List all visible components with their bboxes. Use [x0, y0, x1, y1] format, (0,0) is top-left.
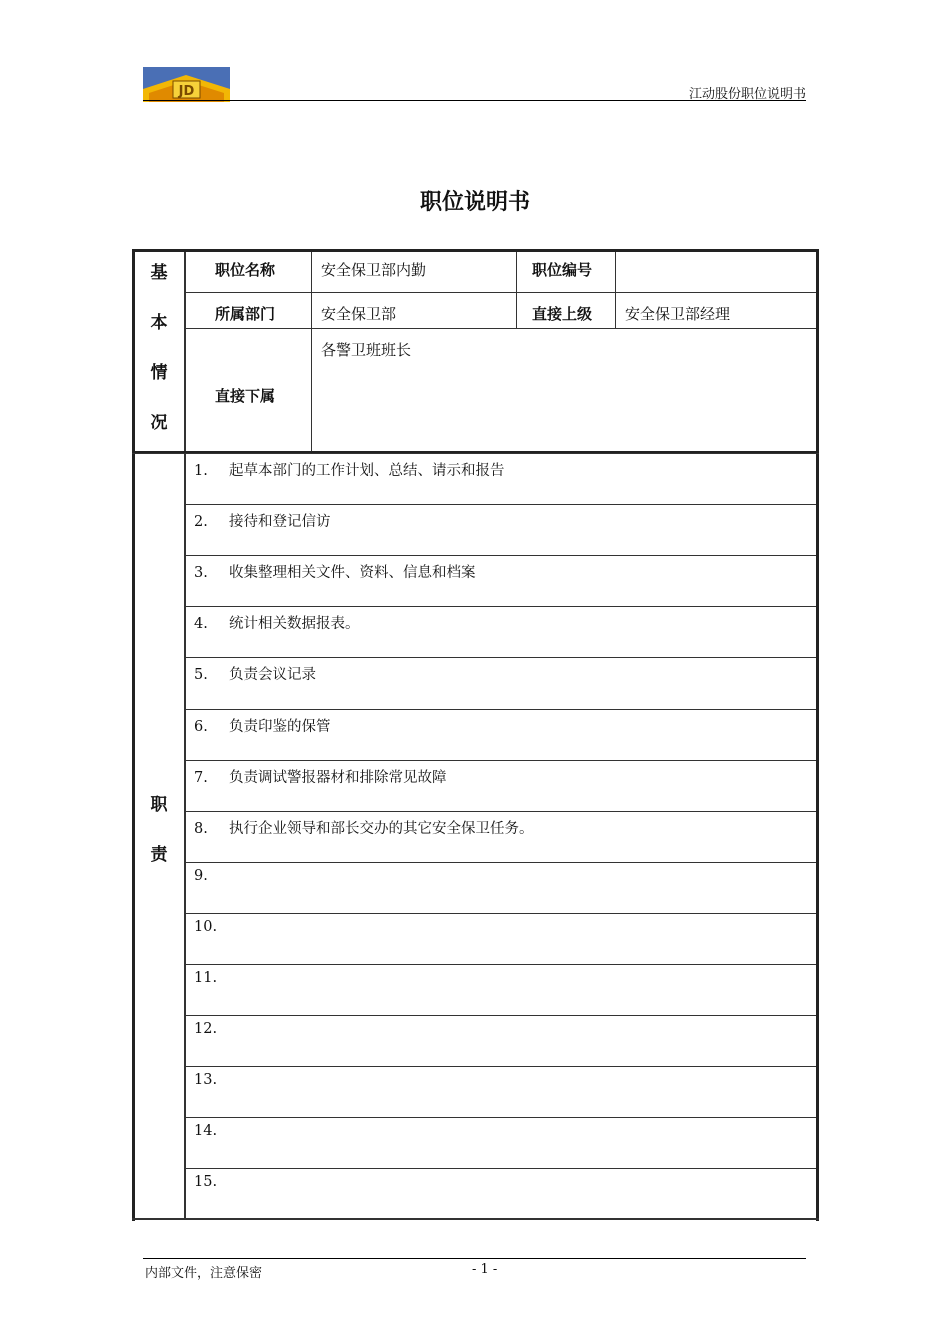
- duty-row-divider: [186, 657, 816, 658]
- position-name-label: 职位名称: [215, 261, 276, 279]
- subordinate-label: 直接下属: [215, 387, 276, 405]
- duty-row-divider: [186, 504, 816, 505]
- duty-number: 4.: [194, 616, 208, 632]
- duty-number: 9.: [194, 868, 208, 884]
- duty-number: 13.: [194, 1072, 218, 1088]
- duty-text: 执行企业领导和部长交办的其它安全保卫任务。: [229, 821, 534, 837]
- duty-number: 8.: [194, 821, 208, 837]
- duty-item: [194, 919, 229, 935]
- duty-number: 15.: [194, 1174, 218, 1190]
- duty-row-divider: [186, 709, 816, 710]
- duty-row-divider: [186, 811, 816, 812]
- duty-row-divider: [186, 760, 816, 761]
- duty-number: 7.: [194, 770, 208, 786]
- duty-number: 11.: [194, 970, 218, 986]
- duty-row-divider: [186, 1066, 816, 1067]
- position-code-label: 职位编号: [532, 261, 593, 279]
- duty-item: [194, 1072, 229, 1088]
- duty-item: [194, 510, 331, 531]
- duty-item: [194, 561, 476, 582]
- duty-text: 负责调试警报器材和排除常见故障: [229, 770, 447, 786]
- basic-label-char: 情: [150, 363, 168, 383]
- duty-row-divider: [186, 606, 816, 607]
- duty-text: 负责印鉴的保管: [229, 719, 331, 735]
- superior-label: 直接上级: [532, 305, 593, 323]
- duty-item: [194, 766, 447, 787]
- duty-text: 接待和登记信访: [229, 514, 331, 530]
- duty-item: [194, 817, 534, 838]
- duty-row-divider: [186, 964, 816, 965]
- duty-item: [194, 1123, 229, 1139]
- duty-number: 10.: [194, 919, 218, 935]
- footer-page-number: - 1 -: [472, 1262, 498, 1277]
- footer-confidential: 内部文件，注意保密: [145, 1266, 263, 1281]
- duty-item: [194, 612, 360, 633]
- duty-row-divider: [186, 555, 816, 556]
- superior-value: 安全保卫部经理: [625, 305, 731, 323]
- subordinate-value: 各警卫班班长: [321, 341, 412, 359]
- duty-row-divider: [186, 1117, 816, 1118]
- duty-number: 6.: [194, 719, 208, 735]
- duty-number: 2.: [194, 514, 208, 530]
- duty-number: 12.: [194, 1021, 218, 1037]
- duty-number: 1.: [194, 463, 208, 479]
- duty-item: [194, 970, 229, 986]
- duty-text: 统计相关数据报表。: [229, 616, 360, 632]
- duties-label-char: 责: [150, 845, 168, 865]
- duty-item: [194, 868, 229, 884]
- duty-number: 5.: [194, 667, 208, 683]
- duty-item: [194, 663, 316, 684]
- duty-number: 14.: [194, 1123, 218, 1139]
- duty-number: 3.: [194, 565, 208, 581]
- department-value: 安全保卫部: [321, 305, 397, 323]
- header-doc-title: 江动股份职位说明书: [688, 87, 806, 102]
- department-label: 所属部门: [215, 305, 276, 323]
- duties-label-char: 职: [150, 795, 168, 815]
- duty-item: [194, 1021, 229, 1037]
- duty-row-divider: [186, 862, 816, 863]
- duty-row-divider: [186, 1168, 816, 1169]
- basic-label-char: 本: [150, 313, 168, 333]
- duty-row-divider: [186, 913, 816, 914]
- basic-label-char: 况: [150, 413, 168, 433]
- duty-text: 起草本部门的工作计划、总结、请示和报告: [229, 463, 505, 479]
- duty-item: [194, 459, 505, 480]
- duty-text: 负责会议记录: [229, 667, 316, 683]
- company-logo: [143, 67, 230, 102]
- duty-row-divider: [186, 1015, 816, 1016]
- position-name-value: 安全保卫部内勤: [321, 261, 427, 279]
- page-title: 职位说明书: [419, 190, 530, 215]
- duty-text: 收集整理相关文件、资料、信息和档案: [229, 565, 476, 581]
- basic-label-char: 基: [150, 263, 168, 283]
- duty-item: [194, 1174, 229, 1190]
- duty-item: [194, 715, 331, 736]
- svg-text:JD: JD: [178, 84, 195, 99]
- footer-rule: [143, 1258, 806, 1259]
